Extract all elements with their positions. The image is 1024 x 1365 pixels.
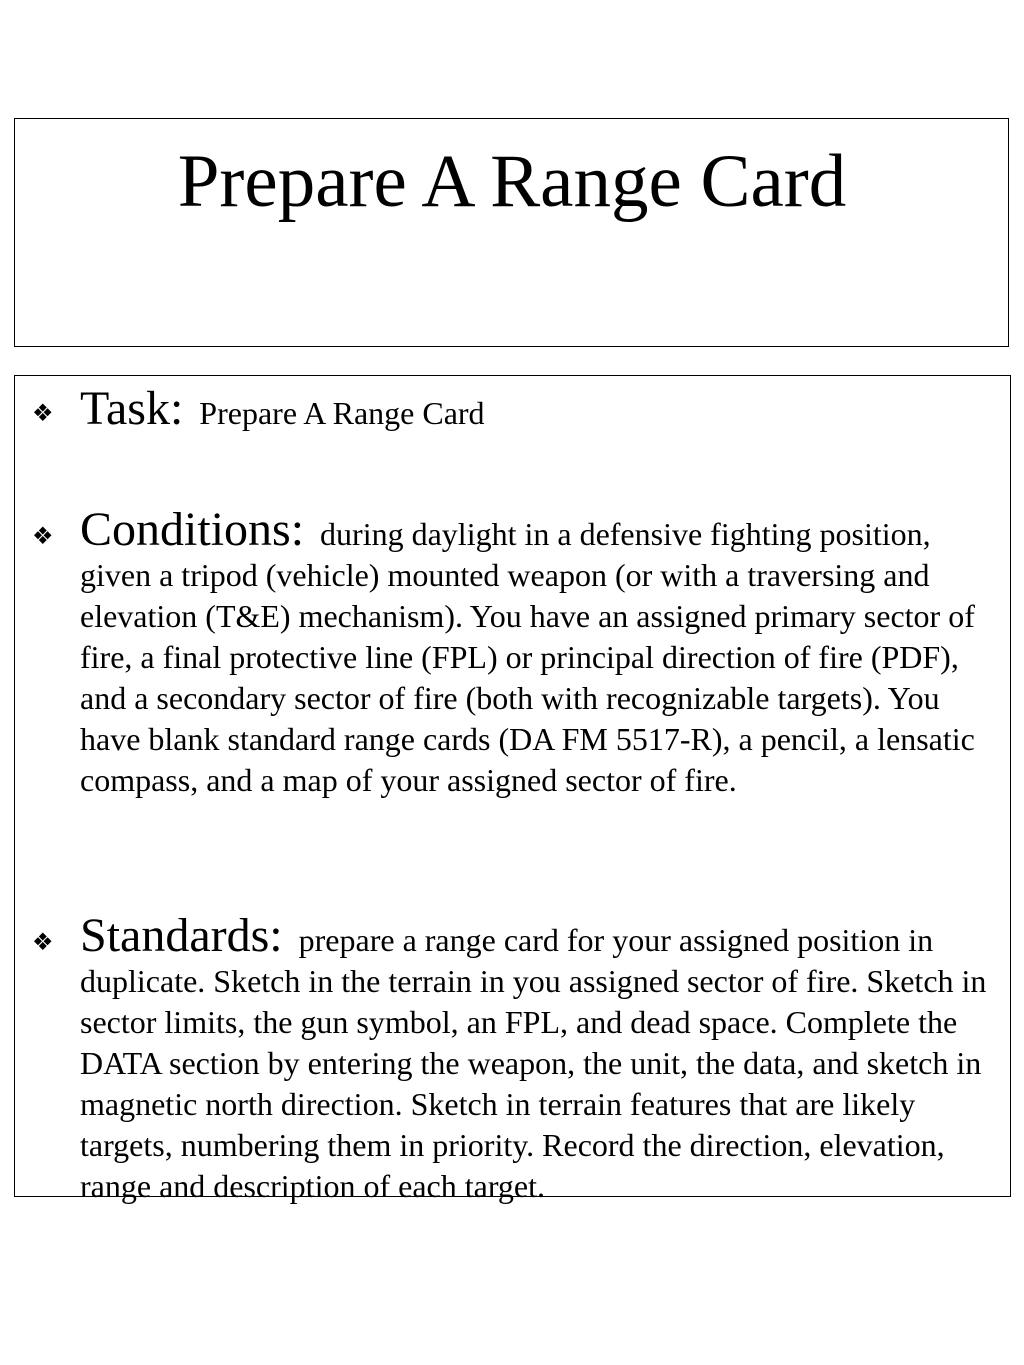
bullet-task — [32, 382, 1000, 435]
standards-label: Standards: — [80, 909, 283, 962]
bullet-standards — [32, 909, 1000, 1207]
conditions-label: Conditions: — [80, 503, 305, 556]
standards-text: prepare a range card for your assigned position in duplicate. Sketch in the terrain in you assigned sector of fire. Sketch in sector limits, the gun symbol, an FPL, and dead space. Complete the DATA section by entering the weapon, the unit, the data, and sketch in magnetic north direction. Sketch in terrain features that are likely targets, numbering them in priority. Record the direction, elevation, range and description of each target. — [80, 922, 987, 1204]
task-label: Task: — [80, 382, 184, 435]
slide-title: Prepare A Range Card — [177, 140, 847, 223]
task-text: Prepare A Range Card — [199, 395, 485, 431]
conditions-text: during daylight in a defensive fighting position, given a tripod (vehicle) mounted weapon (or with a traversing and elevation (T&E) mechanism). You have an assigned primary sector of fire, a final protective line (FPL) or principal direction of fire (PDF), and a secondary sector of fire (both with recognizable targets). You have blank standard range cards (DA FM 5517-R), a pencil, a lensatic compass, and a map of your assigned sector of fire. — [80, 516, 975, 798]
diamond-bullet-icon: ❖ — [32, 401, 54, 427]
bullet-conditions — [32, 503, 1000, 801]
diamond-bullet-icon: ❖ — [32, 930, 54, 956]
diamond-bullet-icon: ❖ — [32, 524, 54, 550]
